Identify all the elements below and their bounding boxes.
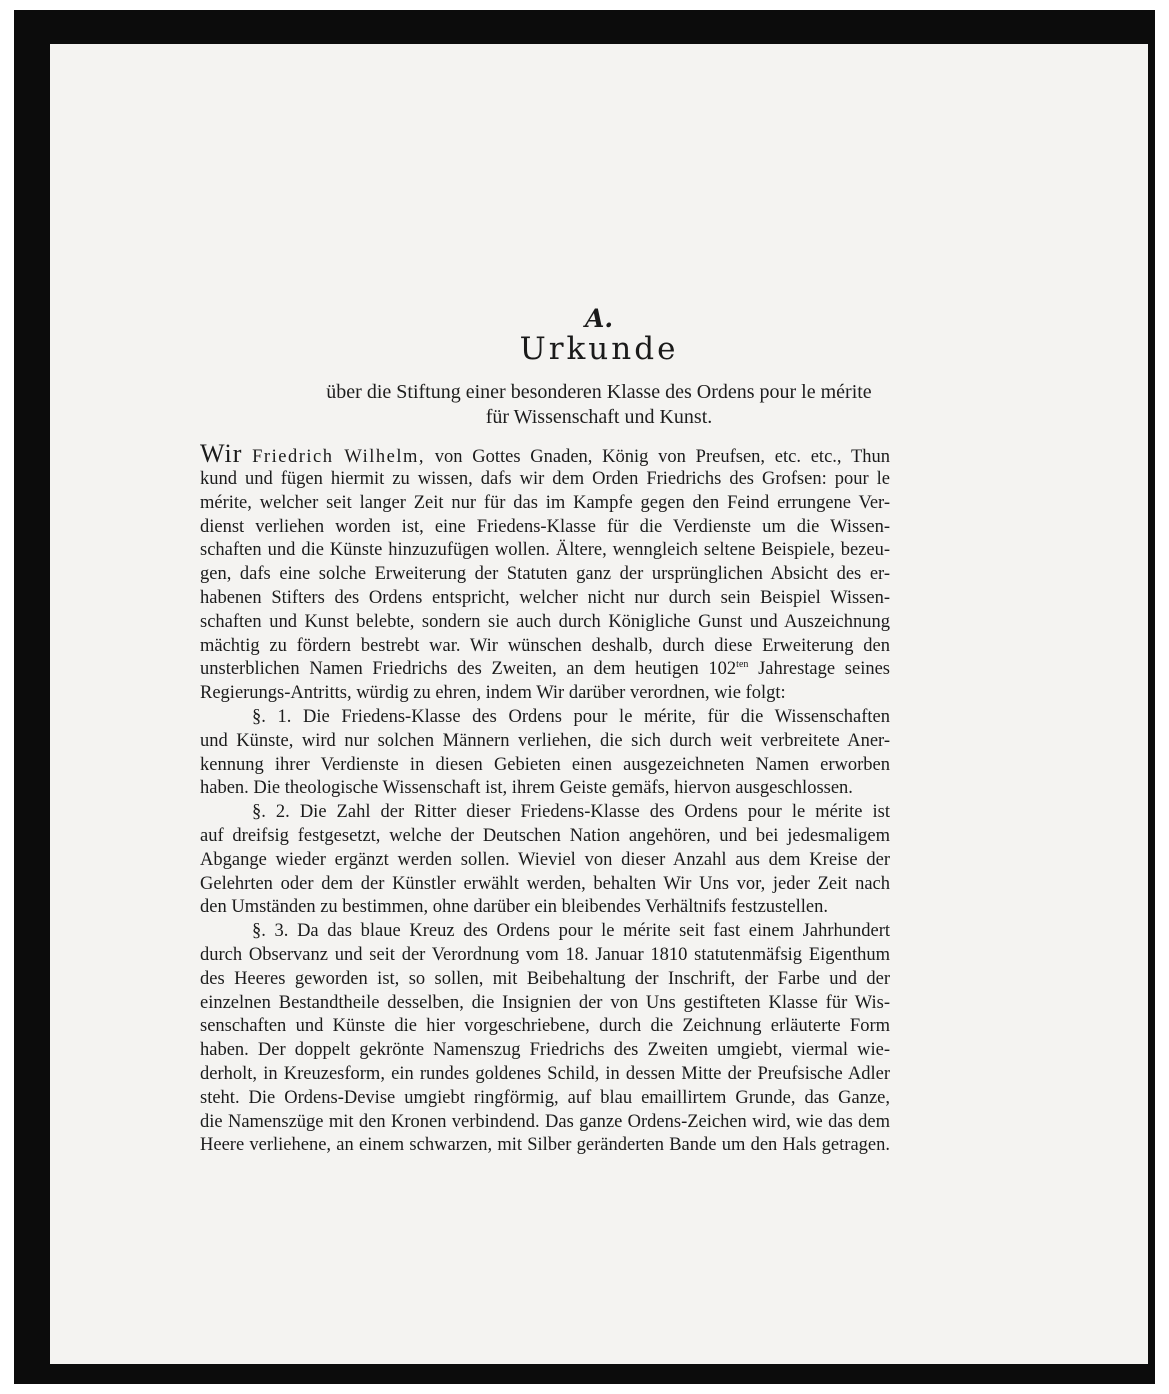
paragraph-3-line: senschaften und Künste die hier vorgeschriebene, durch die Zeichnung erläuterte Form (200, 1016, 890, 1037)
paragraph-1-line: haben. Die theologische Wissenschaft ist, ihrem Geiste gemäfs, hiervon ausgeschlossen. (200, 778, 853, 799)
paragraph-3-line: §. 3. Da das blaue Kreuz des Ordens pour le mérite seit fast einem Jahrhundert (252, 921, 890, 942)
paragraph-3-line: des Heeres geworden ist, so sollen, mit Beibehaltung der Inschrift, der Farbe und der (200, 968, 890, 989)
text-line: Regierungs-Antritts, würdig zu ehren, indem Wir darüber verordnen, wie folgt: (200, 683, 786, 704)
paragraph-3-line: haben. Der doppelt gekrönte Namenszug Friedrichs des Zweiten umgiebt, viermal wie- (200, 1040, 890, 1061)
paragraph-3-line: derholt, in Kreuzesform, ein rundes goldenes Schild, in dessen Mitte der Preufsische Adler (200, 1063, 890, 1084)
paragraph-1-line: kennung ihrer Verdienste in diesen Gebieten einen ausgezeichneten Namen erworben (200, 754, 890, 775)
text-line: habenen Stifters des Ordens entspricht, welcher nicht nur durch sein Beispiel Wissen- (200, 587, 890, 608)
paragraph-2-line: auf dreifsig festgesetzt, welche der Deutschen Nation angehören, und bei jedesmaligem (200, 825, 890, 846)
text-segment: unsterblichen Namen Friedrichs des Zweiten, an dem heutigen 102 (200, 659, 737, 680)
paragraph-1-line: §. 1. Die Friedens-Klasse des Ordens pour le mérite, für die Wissenschaften (252, 706, 890, 727)
paragraph-2-line: den Umständen zu bestimmen, ohne darüber ein bleibendes Verhältnifs festzustellen. (200, 897, 828, 918)
document-subtitle (50, 380, 1148, 430)
paragraph-2-line: §. 2. Die Zahl der Ritter dieser Friedens-Klasse des Ordens pour le mérite ist (252, 802, 890, 823)
paragraph-3-line: durch Observanz und seit der Verordnung vom 18. Januar 1810 statutenmäfsig Eigenthum (200, 944, 890, 965)
paragraph-3-line: einzelnen Bestandtheile desselben, die Insignien der von Uns gestifteten Klasse für Wis- (200, 992, 890, 1013)
document-body (200, 440, 890, 1158)
subtitle-line: für Wissenschaft und Kunst. (485, 406, 713, 428)
text-line: mérite, welcher seit langer Zeit nur für das im Kampfe gegen den Feind errungene Ver- (200, 492, 890, 513)
text-line: schaften und die Künste hinzuzufügen wollen. Ältere, wenngleich seltene Beispiele, bezeu- (200, 540, 890, 561)
text-line: gen, dafs eine solche Erweiterung der Statuten ganz der ursprünglichen Absicht des er- (200, 564, 890, 585)
text-line: kund und fügen hiermit zu wissen, dafs wir dem Orden Friedrichs des Grofsen: pour le (200, 469, 890, 489)
opening-rest: von Gottes Gnaden, König von Preufsen, etc. etc., Thun (424, 447, 890, 467)
text-line: mächtig zu fördern bestrebt war. Wir wünschen deshalb, durch diese Erweiterung den (200, 635, 890, 656)
paragraph-3-line: die Namenszüge mit den Kronen verbindend. Das ganze Ordens-Zeichen wird, wie das dem (200, 1111, 890, 1132)
text-segment: Jahrestage seines (748, 659, 890, 680)
paragraph-2-line: Abgange wieder ergänzt werden sollen. Wieviel von dieser Anzahl aus dem Kreise der (200, 849, 890, 870)
scan-border (14, 10, 1155, 1384)
appendix-letter: A. (584, 304, 614, 333)
document-page (50, 44, 1148, 1364)
paragraph-2-line: Gelehrten oder dem der Künstler erwählt werden, behalten Wir Uns vor, jeder Zeit nach (200, 873, 890, 894)
text-line (200, 658, 890, 682)
paragraph-3-line: Heere verliehene, an einem schwarzen, mit Silber geränderten Bande um den Hals getragen. (200, 1135, 890, 1156)
drop-cap: Wir (200, 440, 243, 468)
subtitle-line: über die Stiftung einer besonderen Klasse des Ordens pour le mérite (326, 381, 872, 403)
opening-line (200, 440, 890, 468)
document-title: Urkunde (519, 331, 679, 367)
paragraph-1-line: und Künste, wird nur solchen Männern verliehen, die sich durch weit verbreitete Aner- (200, 730, 890, 751)
ordinal-superscript: ten (736, 659, 749, 671)
sovereign-name: Friedrich Wilhelm, (252, 447, 425, 467)
paragraph-3-line: steht. Die Ordens-Devise umgiebt ringförmig, auf blau emaillirtem Grunde, das Ganze, (200, 1087, 890, 1108)
text-line: dienst verliehen worden ist, eine Friedens-Klasse für die Verdienste um die Wissen- (200, 516, 890, 537)
text-line: schaften und Kunst belebte, sondern sie auch durch Königliche Gunst und Auszeichnung (200, 611, 890, 632)
